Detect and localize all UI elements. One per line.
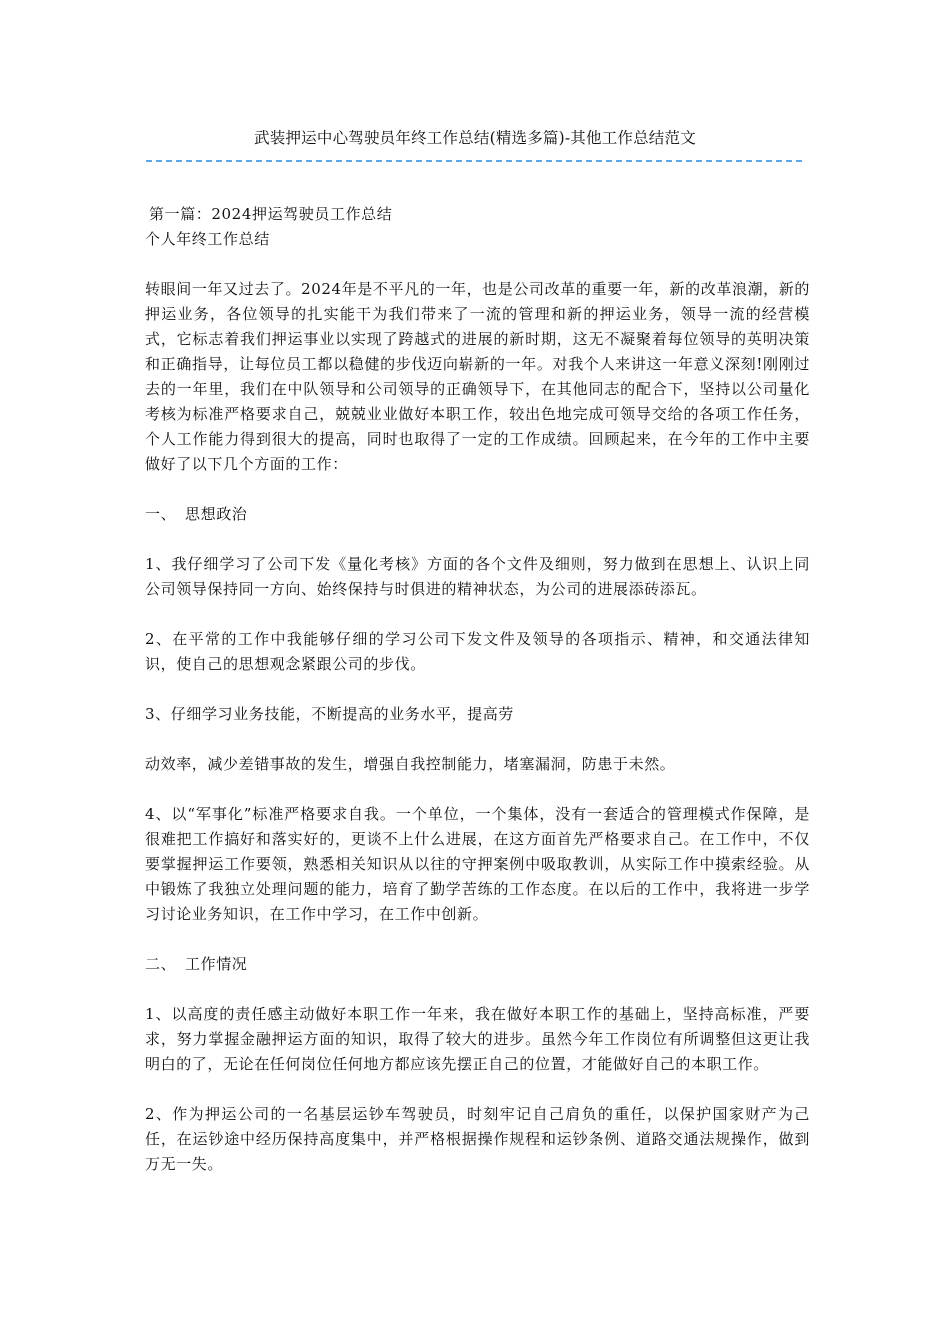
section-heading-text: 思想政治 (185, 505, 248, 523)
list-item: 2、作为押运公司的一名基层运钞车驾驶员，时刻牢记自己肩负的重任，以保护国家财产为己任，在运钞途中经历保持高度集中，并严格根据操作规程和运钞条例、道路交通法规操作，做到万无一失。 (145, 1105, 810, 1173)
document-body (145, 202, 810, 1202)
document-title: 武装押运中心驾驶员年终工作总结(精选多篇)-其他工作总结范文 (254, 129, 696, 147)
section-heading-text: 工作情况 (185, 955, 248, 973)
section-number: 二、 (145, 955, 177, 973)
list-item: 3、仔细学习业务技能，不断提高的业务水平，提高劳 (145, 705, 514, 723)
subtitle: 个人年终工作总结 (145, 230, 270, 248)
section-heading-1 (145, 502, 810, 527)
intro-paragraph: 转眼间一年又过去了。2024年是不平凡的一年，也是公司改革的重要一年，新的改革浪潮，新的押运业务，各位领导的扎实能干为我们带来了一流的管理和新的押运业务，领导一流的经营模式，它标志着我们押运事业以实现了跨越式的进展的新时期，这无不凝聚着每位领导的英明决策和正确指导，让每位员工都以稳健的步伐迈向崭新的一年。对我个人来讲这一年意义深刻!刚刚过去的一年里，我们在中队领导和公司领导的正确领导下，在其他同志的配合下，坚持以公司量化考核为标准严格要求自己，兢兢业业做好本职工作，较出色地完成可领导交给的各项工作任务，个人工作能力得到很大的提高，同时也取得了一定的工作成绩。回顾起来，在今年的工作中主要做好了以下几个方面的工作： (145, 280, 810, 473)
list-item: 动效率，减少差错事故的发生，增强自我控制能力，堵塞漏洞，防患于未然。 (145, 755, 676, 773)
list-item: 1、我仔细学习了公司下发《量化考核》方面的各个文件及细则，努力做到在思想上、认识上同公司领导保持同一方向、始终保持与时俱进的精神状态，为公司的进展添砖添瓦。 (145, 555, 810, 598)
title-divider (146, 160, 802, 162)
list-item: 2、在平常的工作中我能够仔细的学习公司下发文件及领导的各项指示、精神，和交通法律知识，使自己的思想观念紧跟公司的步伐。 (145, 630, 810, 673)
section-heading-2 (145, 952, 810, 977)
list-item: 1、以高度的责任感主动做好本职工作一年来，我在做好本职工作的基础上，坚持高标准，严要求，努力掌握金融押运方面的知识，取得了较大的进步。虽然今年工作岗位有所调整但这更让我明白的了，无论在任何岗位任何地方都应该先摆正自己的位置，才能做好自己的本职工作。 (145, 1005, 810, 1073)
section-number: 一、 (145, 505, 177, 523)
section-title: 第一篇：2024押运驾驶员工作总结 (149, 205, 393, 223)
list-item: 4、以“军事化”标准严格要求自我。一个单位，一个集体，没有一套适合的管理模式作保障，是很难把工作搞好和落实好的，更谈不上什么进展，在这方面首先严格要求自己。在工作中，不仅要掌握押运工作要领，熟悉相关知识从以往的守押案例中吸取教训，从实际工作中摸索经验。从中锻炼了我独立处理问题的能力，培育了勤学苦练的工作态度。在以后的工作中，我将进一步学习讨论业务知识，在工作中学习，在工作中创新。 (145, 805, 810, 923)
